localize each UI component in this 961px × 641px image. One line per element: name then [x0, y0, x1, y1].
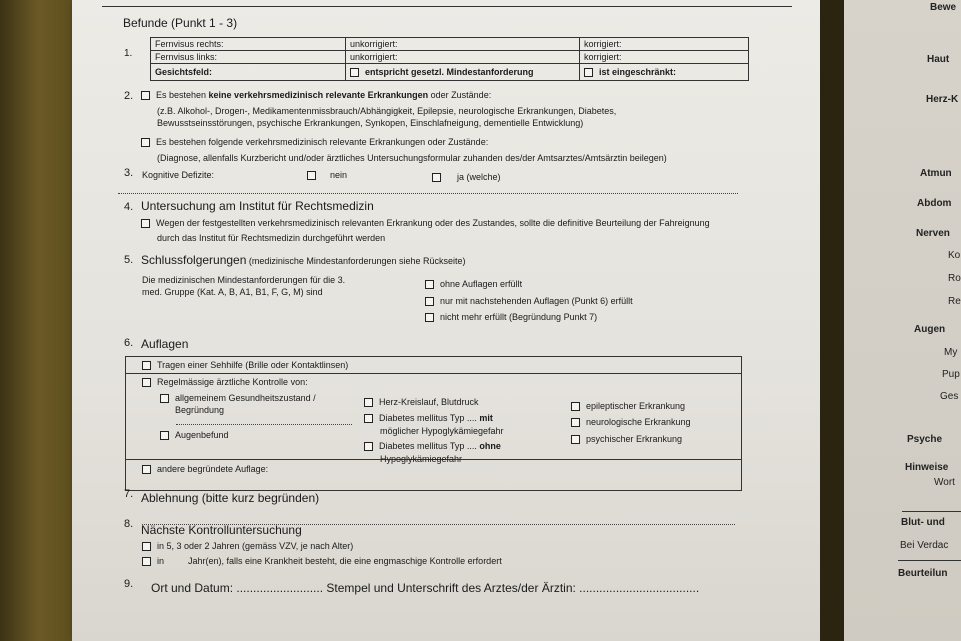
section-3-number: 3. — [124, 167, 134, 179]
right-text-6: Ko — [948, 250, 961, 261]
s2a-bold: keine verkehrsmedizinisch relevante Erkrankungen — [208, 90, 429, 100]
dm2-ohne: ohne — [479, 441, 501, 451]
psych-checkbox[interactable] — [571, 435, 580, 444]
unkorrigiert-links[interactable]: unkorrigiert: — [346, 51, 580, 64]
herz-option — [364, 397, 479, 407]
divider-3-4 — [118, 193, 738, 194]
right-text-4: Abdom — [917, 198, 952, 209]
right-text-17: Bei Verdac — [900, 540, 949, 551]
psych-label: psychischer Erkrankung — [586, 434, 683, 444]
s8-o1-checkbox[interactable] — [142, 542, 151, 551]
right-text-1: Haut — [927, 54, 950, 65]
s2a-post: oder Zustände: — [428, 90, 492, 100]
nein-label: nein — [330, 170, 348, 180]
s2a-line2: (z.B. Alkohol-, Drogen-, Medikamentenmissbrauch/Abhängigkeit, Epilepsie, neurologische Erkrankungen, Diabetes, — [157, 106, 617, 116]
s2a-pre: Es bestehen — [156, 90, 209, 100]
right-text-11: Pup — [942, 369, 960, 380]
s5-option2 — [425, 296, 633, 306]
s2b-line2: (Diagnose, allenfalls Kurzbericht und/oder ärztliches Untersuchungsformular zuhanden des/der Amtsarztes/Amtsärztin beilegen) — [157, 153, 667, 163]
s5-option1 — [425, 279, 522, 289]
epi-option — [571, 401, 685, 411]
dm1-label: Diabetes mellitus Typ .... — [379, 413, 480, 423]
section-5-number: 5. — [124, 254, 134, 266]
dm2-label: Diabetes mellitus Typ .... — [379, 441, 480, 451]
s6-title: Auflagen — [141, 337, 189, 351]
augen-label: Augenbefund — [175, 430, 229, 440]
right-rule — [902, 511, 961, 512]
kontrolle-label: Regelmässige ärztliche Kontrolle von: — [157, 377, 308, 387]
section-2-number: 2. — [124, 90, 134, 102]
s4-title: Untersuchung am Institut für Rechtsmedizin — [141, 199, 374, 213]
right-text-14: Hinweise — [905, 462, 949, 473]
kognitive-label: Kognitive Defizite: — [142, 170, 215, 180]
s2b-checkbox[interactable] — [141, 138, 150, 147]
dm1-mit: mit — [479, 413, 493, 423]
s4-line1 — [141, 218, 710, 228]
s8-title: Nächste Kontrolluntersuchung — [141, 523, 302, 537]
auflagen-rule1 — [125, 373, 742, 374]
s5-title — [141, 253, 466, 267]
section-9-number: 9. — [124, 578, 134, 590]
fernvisus-rechts-label: Fernvisus rechts: — [151, 38, 346, 51]
ja-label: ja (welche) — [457, 172, 501, 182]
fernvisus-links-label: Fernvisus links: — [151, 51, 346, 64]
right-text-2: Herz-K — [926, 94, 959, 105]
gesichtsfeld-entspricht-cell — [346, 64, 580, 81]
herz-checkbox[interactable] — [364, 398, 373, 407]
right-text-7: Ro — [948, 273, 961, 284]
right-text-9: Augen — [914, 324, 946, 335]
section-6-number: 6. — [124, 337, 134, 349]
s2a-checkbox[interactable] — [141, 91, 150, 100]
sehhilfe-checkbox[interactable] — [142, 361, 151, 370]
nein-checkbox[interactable] — [307, 171, 316, 180]
dm2-option — [364, 441, 501, 451]
right-text-10: My — [944, 347, 958, 358]
gesichtsfeld-label: Gesichtsfeld: — [151, 64, 346, 81]
befunde-title: Befunde (Punkt 1 - 3) — [123, 16, 238, 30]
right-rule2 — [898, 560, 961, 561]
begruendung-label: Begründung — [175, 405, 225, 415]
s4-text: Wegen der festgestellten verkehrsmedizinisch relevanten Erkrankung oder des Zustandes, sollte die definitive Beurteilung der Fahreignung — [156, 218, 710, 228]
right-text-16: Blut- und — [901, 517, 945, 528]
andere-label: andere begründete Auflage: — [157, 464, 269, 474]
andere-option — [142, 464, 268, 474]
neuro-checkbox[interactable] — [571, 418, 580, 427]
epi-label: epileptischer Erkrankung — [586, 401, 686, 411]
second-page-partial — [844, 0, 961, 641]
allg-label: allgemeinem Gesundheitszustand / — [175, 393, 316, 403]
sehhilfe-option — [142, 360, 348, 370]
s2b-line1 — [141, 137, 488, 147]
s8-option2 — [142, 556, 502, 566]
kontrolle-checkbox[interactable] — [142, 378, 151, 387]
dm1-checkbox[interactable] — [364, 414, 373, 423]
eingeschraenkt-label: ist eingeschränkt: — [599, 66, 677, 77]
s4-checkbox[interactable] — [141, 219, 150, 228]
psych-option — [571, 434, 682, 444]
entspricht-label: entspricht gesetzl. Mindestanforderung — [365, 66, 534, 77]
korrigiert-links[interactable]: korrigiert: — [580, 51, 749, 64]
allg-option — [160, 393, 316, 403]
s5-o2-checkbox[interactable] — [425, 297, 434, 306]
right-text-13: Psyche — [907, 434, 943, 445]
augen-checkbox[interactable] — [160, 431, 169, 440]
entspricht-checkbox[interactable] — [350, 68, 359, 77]
s8-option1 — [142, 541, 353, 551]
right-text-0: Bewe — [930, 2, 957, 13]
dm2-checkbox[interactable] — [364, 442, 373, 451]
right-text-8: Re — [948, 296, 961, 307]
korrigiert-rechts[interactable]: korrigiert: — [580, 38, 749, 51]
s5-o1-label: ohne Auflagen erfüllt — [440, 279, 523, 289]
sehhilfe-label: Tragen einer Sehhilfe (Brille oder Kontaktlinsen) — [157, 360, 349, 370]
kontrolle-option — [142, 377, 308, 387]
section-4-number: 4. — [124, 201, 134, 213]
andere-checkbox[interactable] — [142, 465, 151, 474]
s4-line2: durch das Institut für Rechtsmedizin durchgeführt werden — [157, 233, 386, 243]
page-gap — [820, 0, 844, 641]
s8-o2-in: in — [157, 556, 165, 566]
s8-o2-checkbox[interactable] — [142, 557, 151, 566]
neuro-option — [571, 417, 691, 427]
begruendung-line[interactable] — [176, 424, 352, 425]
eingeschraenkt-checkbox[interactable] — [584, 68, 593, 77]
s8-o1-label: in 5, 3 oder 2 Jahren (gemäss VZV, je nach Alter) — [157, 541, 354, 551]
epi-checkbox[interactable] — [571, 402, 580, 411]
nein-option — [307, 170, 347, 180]
right-text-12: Ges — [940, 391, 959, 402]
s5-subtitle: (medizinische Mindestanforderungen siehe Rückseite) — [246, 256, 466, 266]
visus-table — [150, 37, 749, 81]
neuro-label: neurologische Erkrankung — [586, 417, 691, 427]
s2a-line1 — [141, 90, 491, 100]
dm1-line2: möglicher Hypoglykämiegefahr — [380, 426, 504, 436]
s9-text[interactable]: Ort und Datum: .......................... Stempel und Unterschrift des Arztes/der Ärztin: .................................... — [151, 581, 700, 595]
ja-checkbox[interactable] — [432, 173, 441, 182]
s7-title: Ablehnung (bitte kurz begründen) — [141, 491, 320, 505]
s5-line1: Die medizinischen Mindestanforderungen für die 3. — [142, 275, 346, 285]
right-text-18: Beurteilun — [898, 568, 948, 579]
s8-o2-label: Jahr(en), falls eine Krankheit besteht, die eine engmaschige Kontrolle erfordert — [188, 556, 502, 566]
section-1-number: 1. — [124, 48, 133, 59]
allg-checkbox[interactable] — [160, 394, 169, 403]
s5-line2: med. Gruppe (Kat. A, B, A1, B1, F, G, M) sind — [142, 287, 323, 297]
dm1-option — [364, 413, 493, 423]
s5-o3-checkbox[interactable] — [425, 313, 434, 322]
gesichtsfeld-eingeschraenkt-cell — [580, 64, 749, 81]
s5-o3-label: nicht mehr erfüllt (Begründung Punkt 7) — [440, 312, 598, 322]
top-rule — [102, 6, 792, 7]
section-8-number: 8. — [124, 518, 134, 530]
right-text-5: Nerven — [916, 228, 950, 239]
dm2-line2: Hypoglykämiegefahr — [380, 454, 463, 464]
s2a-line3: Bewusstseinsstörungen, psychische Erkrankungen, Synkopen, Einschlafneigung, dementielle Entwicklung) — [157, 118, 584, 128]
section-7-number: 7. — [124, 488, 134, 500]
right-text-15: Wort — [934, 477, 955, 488]
s5-title-text: Schlussfolgerungen — [141, 253, 247, 267]
ja-option — [432, 172, 501, 182]
unkorrigiert-rechts[interactable]: unkorrigiert: — [346, 38, 580, 51]
s5-o2-label: nur mit nachstehenden Auflagen (Punkt 6) erfüllt — [440, 296, 633, 306]
herz-label: Herz-Kreislauf, Blutdruck — [379, 397, 479, 407]
right-text-3: Atmun — [920, 168, 952, 179]
s2b-text: Es bestehen folgende verkehrsmedizinisch relevante Erkrankungen oder Zustände: — [156, 137, 489, 147]
s5-option3 — [425, 312, 597, 322]
s5-o1-checkbox[interactable] — [425, 280, 434, 289]
augen-option — [160, 430, 229, 440]
